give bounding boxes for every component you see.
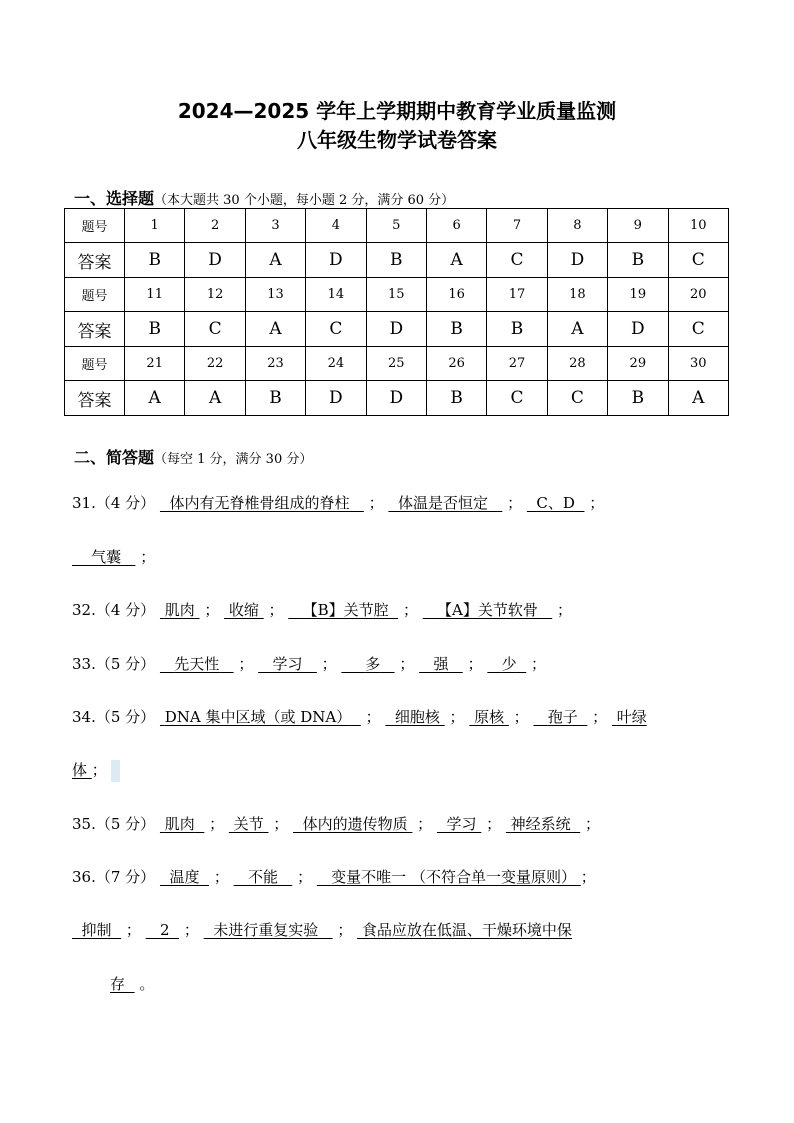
q36-answer-4: 抑制	[81, 921, 112, 939]
answer-cell: B	[426, 381, 486, 416]
q36-answer-1: 温度	[169, 868, 200, 886]
q33-answer-1: 先天性	[174, 655, 220, 673]
q34-answer-1: DNA 集中区域（或 DNA）	[164, 708, 352, 726]
question-number-cell: 1	[125, 209, 185, 243]
answer-cell: C	[487, 381, 547, 416]
sep: ；	[204, 601, 220, 619]
answer-table	[64, 208, 729, 416]
q36-answer-7a: 食品应放在低温、干燥环境中保	[361, 921, 572, 939]
q34-line1	[72, 706, 647, 727]
q33-answer-5: 少	[501, 655, 517, 673]
sep: ；	[531, 655, 547, 673]
q31-prefix: 31.（4 分）	[72, 494, 156, 512]
question-number-cell: 16	[426, 278, 486, 312]
text-cursor-highlight	[111, 760, 120, 782]
sep: ；	[238, 655, 254, 673]
q36-answer-3: 变量不唯一 （不符合单一变量原则）	[331, 868, 576, 886]
q36-answer-5: 2	[160, 921, 170, 939]
sep: ；	[297, 868, 313, 886]
question-number-cell: 15	[366, 278, 426, 312]
q33-answer-2: 学习	[272, 655, 303, 673]
q35-answer-3: 体内的遗传物质	[302, 815, 408, 833]
q35-prefix: 35.（5 分）	[72, 815, 156, 833]
answer-cell: A	[547, 312, 607, 347]
sep: ；	[209, 815, 225, 833]
question-number-cell: 3	[245, 209, 305, 243]
question-number-cell: 27	[487, 347, 547, 381]
sep: ；	[399, 655, 415, 673]
q36-line2	[72, 919, 572, 940]
question-number-row	[65, 278, 729, 312]
question-number-cell: 6	[426, 209, 486, 243]
question-number-cell: 25	[366, 347, 426, 381]
answer-cell: B	[245, 381, 305, 416]
answer-cell: A	[245, 243, 305, 278]
question-number-cell: 21	[125, 347, 185, 381]
sep: ；	[140, 548, 156, 566]
page-subtitle: 八年级生物学试卷答案	[297, 128, 497, 152]
question-number-cell: 11	[125, 278, 185, 312]
sep: ；	[592, 708, 608, 726]
q34-prefix: 34.（5 分）	[72, 708, 156, 726]
sep: ；	[183, 921, 199, 939]
answer-cell: C	[547, 381, 607, 416]
q31-answer-3: C、D	[536, 494, 575, 512]
sep: ；	[91, 761, 107, 779]
q32-answer-1: 肌肉	[164, 601, 195, 619]
sep: ；	[589, 494, 605, 512]
sep: ；	[585, 815, 601, 833]
end-mark: 。	[139, 975, 155, 993]
question-number-cell: 22	[185, 347, 245, 381]
sep: ；	[467, 655, 483, 673]
answer-label-cell: 答案	[65, 312, 125, 347]
answer-cell: A	[426, 243, 486, 278]
sep: ；	[449, 708, 465, 726]
sep: ；	[556, 601, 572, 619]
question-label-cell: 题号	[65, 347, 125, 381]
question-number-cell: 23	[245, 347, 305, 381]
sep: ；	[507, 494, 523, 512]
q36-answer-6: 未进行重复实验	[213, 921, 319, 939]
q33-line	[72, 653, 546, 674]
answer-cell: B	[125, 243, 185, 278]
sep: ；	[125, 921, 141, 939]
answer-cell: D	[366, 381, 426, 416]
sep: ；	[337, 921, 353, 939]
answer-cell: B	[125, 312, 185, 347]
section2-note: （每空 1 分，满分 30 分）	[154, 452, 313, 467]
q32-answer-2: 收缩	[228, 601, 259, 619]
question-number-cell: 19	[608, 278, 668, 312]
question-number-cell: 26	[426, 347, 486, 381]
q34-answer-2: 细胞核	[394, 708, 440, 726]
question-number-cell: 18	[547, 278, 607, 312]
q34-answer-5a: 叶绿	[616, 708, 647, 726]
question-label-cell: 题号	[65, 209, 125, 243]
q36-answer-7b: 存	[110, 975, 126, 993]
sep: ；	[268, 601, 284, 619]
answer-cell: D	[306, 381, 366, 416]
q31-line1	[72, 492, 604, 513]
sep: ；	[417, 815, 433, 833]
answer-row	[65, 243, 729, 278]
sep: ；	[486, 815, 502, 833]
question-number-cell: 30	[668, 347, 728, 381]
question-number-cell: 5	[366, 209, 426, 243]
sep: ；	[213, 868, 229, 886]
q35-answer-4: 学习	[446, 815, 477, 833]
sep: ；	[368, 494, 384, 512]
answer-cell: D	[185, 243, 245, 278]
q31-answer-4: 气囊	[91, 548, 122, 566]
q31-line2	[72, 546, 155, 567]
answer-row	[65, 381, 729, 416]
answer-cell: C	[668, 312, 728, 347]
q33-prefix: 33.（5 分）	[72, 655, 156, 673]
answer-cell: A	[245, 312, 305, 347]
question-number-cell: 29	[608, 347, 668, 381]
section1-heading	[74, 186, 454, 209]
answer-cell: B	[426, 312, 486, 347]
answer-label-cell: 答案	[65, 243, 125, 278]
answer-cell: C	[306, 312, 366, 347]
section2-heading	[74, 445, 312, 468]
q36-line3	[110, 973, 154, 994]
answer-cell: D	[608, 312, 668, 347]
answer-cell: A	[185, 381, 245, 416]
section1-title: 一、选择题	[74, 189, 155, 208]
question-number-cell: 17	[487, 278, 547, 312]
answer-cell: A	[125, 381, 185, 416]
q35-line	[72, 813, 600, 834]
q34-answer-3: 原核	[474, 708, 505, 726]
question-number-cell: 20	[668, 278, 728, 312]
question-number-cell: 14	[306, 278, 366, 312]
answer-cell: D	[547, 243, 607, 278]
q35-answer-2: 关节	[233, 815, 264, 833]
q33-answer-4: 强	[433, 655, 449, 673]
section2-title: 二、简答题	[74, 448, 155, 467]
q35-answer-1: 肌肉	[164, 815, 195, 833]
sep: ；	[365, 708, 381, 726]
question-number-cell: 4	[306, 209, 366, 243]
section1-note: （本大题共 30 个小题，每小题 2 分，满分 60 分）	[154, 193, 455, 208]
q36-prefix: 36.（7 分）	[72, 868, 156, 886]
q36-line1	[72, 866, 596, 887]
question-label-cell: 题号	[65, 278, 125, 312]
sep: ；	[513, 708, 529, 726]
question-number-cell: 10	[668, 209, 728, 243]
question-number-cell: 24	[306, 347, 366, 381]
question-number-row	[65, 347, 729, 381]
q35-answer-5: 神经系统	[510, 815, 571, 833]
answer-cell: D	[306, 243, 366, 278]
sep: ；	[273, 815, 289, 833]
question-number-cell: 13	[245, 278, 305, 312]
q32-line	[72, 599, 572, 620]
question-number-cell: 12	[185, 278, 245, 312]
q34-answer-4: 孢子	[547, 708, 578, 726]
sep: ；	[402, 601, 418, 619]
q31-answer-1: 体内有无脊椎骨组成的脊柱	[169, 494, 350, 512]
answer-cell: B	[366, 243, 426, 278]
answer-row	[65, 312, 729, 347]
answer-cell: B	[487, 312, 547, 347]
question-number-cell: 2	[185, 209, 245, 243]
question-number-cell: 9	[608, 209, 668, 243]
question-number-cell: 7	[487, 209, 547, 243]
page-title: 2024—2025 学年上学期期中教育学业质量监测	[177, 99, 617, 123]
sep: ；	[580, 868, 596, 886]
q32-prefix: 32.（4 分）	[72, 601, 156, 619]
question-number-row	[65, 209, 729, 243]
q31-answer-2: 体温是否恒定	[397, 494, 488, 512]
answer-cell: C	[487, 243, 547, 278]
answer-cell: D	[366, 312, 426, 347]
question-number-cell: 28	[547, 347, 607, 381]
q34-answer-5b: 体	[72, 761, 88, 779]
q34-line2	[72, 759, 120, 782]
q32-answer-3: 【B】关节腔	[302, 601, 389, 619]
question-number-cell: 8	[547, 209, 607, 243]
answer-cell: C	[668, 243, 728, 278]
answer-cell: A	[668, 381, 728, 416]
answer-label-cell: 答案	[65, 381, 125, 416]
answer-cell: B	[608, 243, 668, 278]
answer-cell: B	[608, 381, 668, 416]
sep: ；	[321, 655, 337, 673]
q36-answer-2: 不能	[247, 868, 278, 886]
q32-answer-4: 【A】关节软骨	[437, 601, 538, 619]
answer-cell: C	[185, 312, 245, 347]
q33-answer-3: 多	[365, 655, 381, 673]
